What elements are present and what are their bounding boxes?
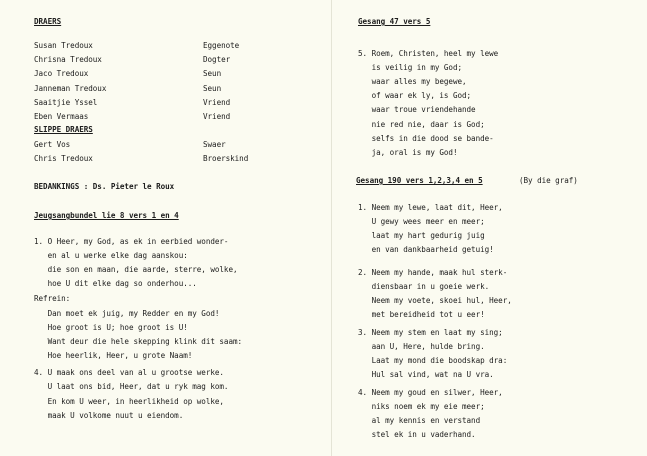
gesang-line: of waar ek ly, is God; — [358, 91, 472, 100]
draer-relation: Vriend — [203, 112, 231, 121]
slippe-relation: Swaer — [203, 140, 226, 149]
verse-line: stel ek in u vaderhand. — [358, 430, 476, 439]
gesang-line: 5. Roem, Christen, heel my lewe — [358, 49, 499, 58]
draer-name: Eben Vermaas — [34, 112, 89, 121]
page-fold-divider — [331, 0, 332, 456]
gesang-line: is veilig in my God; — [358, 63, 463, 72]
draer-relation: Eggenote — [203, 41, 240, 50]
verse-line: En kom U weer, in heerlikheid op wolke, — [34, 397, 224, 406]
gesang-line: selfs in die dood se bande- — [358, 134, 494, 143]
gesang-line: waar alles my begewe, — [358, 77, 467, 86]
draer-name: Janneman Tredoux — [34, 84, 107, 93]
draer-relation: Seun — [203, 69, 222, 78]
verse-line: Laat my mond die boodskap dra: — [358, 356, 508, 365]
verse-line: Hul sal vind, wat na U vra. — [358, 370, 494, 379]
draer-relation: Seun — [203, 84, 222, 93]
gesang-47-title: Gesang 47 vers 5 — [358, 17, 431, 26]
draer-name: Chrisna Tredoux — [34, 55, 102, 64]
bedankings-line: BEDANKINGS : Ds. Pieter le Roux — [34, 182, 175, 191]
refrein-line: Want deur die hele skepping klink dit saam: — [34, 337, 243, 346]
verse-line: Neem my voete, skoei hul, Heer, — [358, 296, 512, 305]
verse-line: 2. Neem my hande, maak hul sterk- — [358, 268, 508, 277]
draer-name: Jaco Tredoux — [34, 69, 89, 78]
verse-line: hoe U dit elke dag so onderhou... — [34, 279, 197, 288]
gesang-line: ja, oral is my God! — [358, 148, 458, 157]
refrein-label: Refrein: — [34, 294, 71, 303]
draer-relation: Dogter — [203, 55, 231, 64]
verse-line: met bereidheid tot u eer! — [358, 310, 485, 319]
slippe-draers-heading: SLIPPE DRAERS — [34, 125, 93, 134]
refrein-line: Hoe heerlik, Heer, u grote Naam! — [34, 351, 193, 360]
verse-line: maak U volkome nuut u eiendom. — [34, 411, 184, 420]
refrein-line: Dan moet ek juig, my Redder en my God! — [34, 309, 220, 318]
slippe-name: Gert Vos — [34, 140, 71, 149]
gesang-190-title: Gesang 190 vers 1,2,3,4 en 5 — [356, 176, 483, 185]
slippe-name: Chris Tredoux — [34, 154, 93, 163]
draers-heading: DRAERS — [34, 17, 62, 26]
verse-line: niks noem ek my eie meer; — [358, 402, 485, 411]
verse-line: en al u werke elke dag aanskou: — [34, 251, 188, 260]
gesang-line: waar troue vriendehande — [358, 105, 476, 114]
verse-line: U laat ons bid, Heer, dat u ryk mag kom. — [34, 382, 229, 391]
verse-line: 4. Neem my goud en silwer, Heer, — [358, 388, 503, 397]
verse-line: U gewy wees meer en meer; — [358, 217, 485, 226]
draer-name: Susan Tredoux — [34, 41, 93, 50]
verse-line: 3. Neem my stem en laat my sing; — [358, 328, 503, 337]
verse-line: en van dankbaarheid getuig! — [358, 245, 494, 254]
jeugsangbundel-title: Jeugsangbundel lie 8 vers 1 en 4 — [34, 211, 179, 220]
draer-relation: Vriend — [203, 98, 231, 107]
verse-line: laat my hart gedurig juig — [358, 231, 485, 240]
slippe-relation: Broerskind — [203, 154, 249, 163]
verse-line: al my kennis en verstand — [358, 416, 481, 425]
verse-line: 1. O Heer, my God, as ek in eerbied wonder- — [34, 237, 229, 246]
refrein-line: Hoe groot is U; hoe groot is U! — [34, 323, 188, 332]
verse-line: die son en maan, die aarde, sterre, wolke, — [34, 265, 238, 274]
verse-line: 1. Neem my lewe, laat dit, Heer, — [358, 203, 503, 212]
verse-line: aan U, Here, hulde bring. — [358, 342, 485, 351]
verse-line: 4. U maak ons deel van al u grootse werke. — [34, 368, 224, 377]
gesang-190-note: (By die graf) — [519, 176, 578, 185]
gesang-line: nie red nie, daar is God; — [358, 120, 485, 129]
verse-line: diensbaar in u goeie werk. — [358, 282, 490, 291]
draer-name: Saaitjie Yssel — [34, 98, 98, 107]
